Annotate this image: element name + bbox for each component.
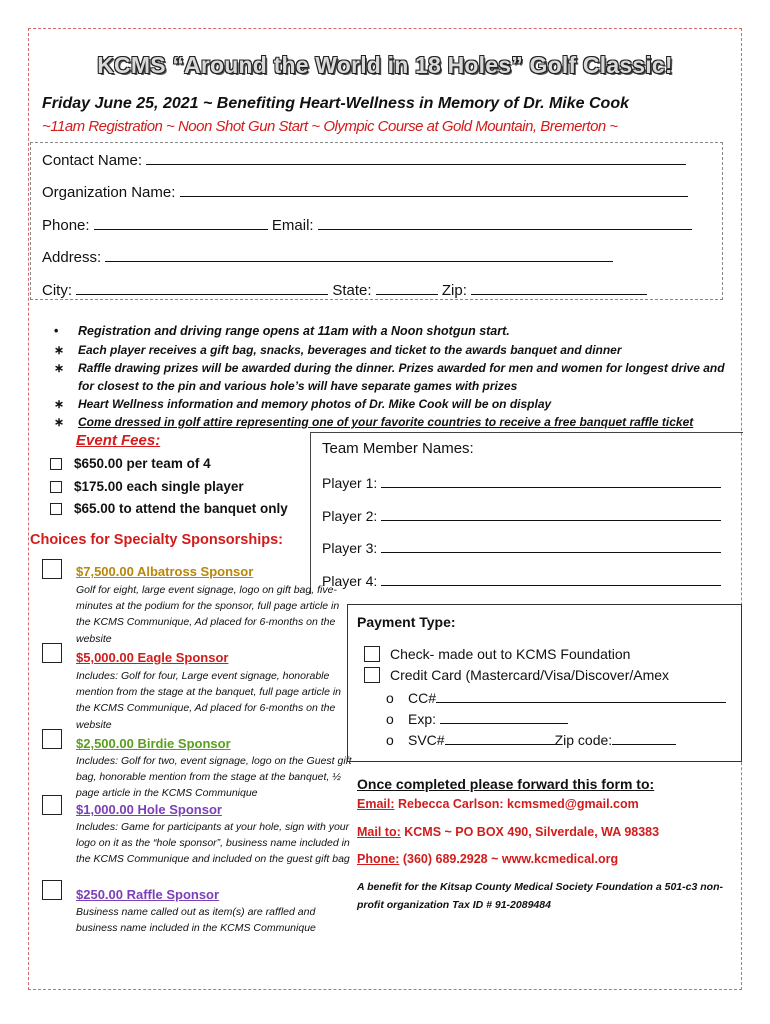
albatross-sponsor-name: $7,500.00 Albatross Sponsor	[76, 564, 254, 579]
address-row	[42, 247, 613, 266]
email-field[interactable]	[318, 215, 692, 230]
list-item: ∗ Each player receives a gift bag, snacks, beverages and ticket to the awards banquet and dinner	[54, 343, 622, 357]
cc-number-field[interactable]	[436, 688, 726, 703]
checkbox[interactable]	[364, 667, 380, 683]
player-3-row: Player 3:	[322, 538, 721, 556]
state-label: State:	[332, 282, 372, 299]
email-link[interactable]: Rebecca Carlson: kcmsmed@gmail.com	[394, 797, 639, 811]
city-label: City:	[42, 282, 72, 299]
foundation-benefit-note: A benefit for the Kitsap County Medical Society Foundation a 501-c3 non-profit organization Tax ID # 91-2089484	[357, 881, 723, 911]
website-link[interactable]: (360) 689.2928 ~ www.kcmedical.org	[399, 852, 619, 866]
eagle-checkbox[interactable]	[42, 643, 62, 663]
phone-field[interactable]	[94, 215, 268, 230]
checkbox[interactable]	[50, 503, 62, 515]
fee-option-banquet[interactable]: $65.00 to attend the banquet only	[50, 501, 288, 516]
player-1-field[interactable]	[381, 473, 721, 488]
payment-type-title: Payment Type:	[357, 614, 456, 630]
hole-sponsor-description: Includes: Game for participants at your hole, sign with your logo on it as the “hole sponsor”, business name included in the KCMS Communique and included on the guest gift bag	[76, 821, 350, 866]
forward-instructions-title: Once completed please forward this form to:	[357, 776, 655, 792]
organization-name-field[interactable]	[180, 182, 688, 197]
phone-email-row	[42, 215, 692, 234]
player-1-row: Player 1:	[322, 473, 721, 491]
contact-name-label: Contact Name:	[42, 152, 143, 169]
exp-row: o Exp:	[386, 709, 568, 727]
checkbox[interactable]	[364, 646, 380, 662]
exp-field[interactable]	[440, 709, 568, 724]
svc-field[interactable]	[445, 730, 555, 745]
fee-option-single[interactable]: $175.00 each single player	[50, 479, 244, 494]
sponsorships-title: Choices for Specialty Sponsorships:	[30, 532, 283, 548]
list-item: ∗ Come dressed in golf attire representing one of your favorite countries to receive a free banquet raffle ticket	[54, 415, 694, 429]
zip-label: Zip:	[441, 282, 467, 299]
forward-phone: Phone: (360) 689.2928 ~ www.kcmedical.org	[357, 852, 619, 866]
eagle-sponsor-name: $5,000.00 Eagle Sponsor	[76, 650, 229, 665]
checkbox[interactable]	[50, 481, 62, 493]
contact-name-field[interactable]	[146, 150, 686, 165]
organization-name-row	[42, 182, 688, 201]
phone-label: Phone:	[42, 217, 90, 234]
list-item: • Registration and driving range opens at 11am with a Noon shotgun start.	[54, 324, 510, 338]
raffle-checkbox[interactable]	[42, 880, 62, 900]
email-label: Email:	[271, 217, 314, 234]
team-members-title: Team Member Names:	[322, 440, 474, 457]
hole-checkbox[interactable]	[42, 795, 62, 815]
forward-email: Email: Rebecca Carlson: kcmsmed@gmail.com	[357, 797, 639, 811]
city-state-zip-row	[42, 280, 647, 299]
card-zip-field[interactable]	[612, 730, 676, 745]
raffle-sponsor-name: $250.00 Raffle Sponsor	[76, 887, 220, 902]
hole-sponsor-name: $1,000.00 Hole Sponsor	[76, 802, 222, 817]
player-4-row: Player 4:	[322, 571, 721, 589]
player-2-field[interactable]	[381, 506, 721, 521]
player-3-field[interactable]	[381, 538, 721, 553]
cc-number-row: o CC#	[386, 688, 726, 706]
birdie-checkbox[interactable]	[42, 729, 62, 749]
raffle-sponsor-description: Business name called out as item(s) are raffled and business name included in the KCMS Communique	[76, 906, 316, 935]
checkbox[interactable]	[50, 458, 62, 470]
birdie-sponsor-name: $2,500.00 Birdie Sponsor	[76, 736, 231, 751]
event-info-list	[50, 322, 730, 431]
event-fees-title: Event Fees:	[76, 432, 161, 449]
player-2-row: Player 2:	[322, 506, 721, 524]
state-field[interactable]	[376, 280, 438, 295]
list-item: ∗ Raffle drawing prizes will be awarded during the dinner. Prizes awarded for men and women for longest drive and for closest to the pin and various hole’s will have separate games with prizes	[54, 361, 725, 393]
payment-check-option[interactable]: Check- made out to KCMS Foundation	[364, 646, 630, 662]
address-label: Address:	[42, 249, 102, 266]
contact-name-row	[42, 150, 686, 169]
address-field[interactable]	[105, 247, 613, 262]
page-title: KCMS “Around the World in 18 Holes” Golf Classic!	[97, 52, 673, 78]
birdie-sponsor-description: Includes: Golf for two, event signage, logo on the Guest gift bag, honorable mention from the stage at the banquet, ½ page article in the KCMS Communique	[76, 755, 352, 800]
forward-mail: Mail to: KCMS ~ PO BOX 490, Silverdale, WA 98383	[357, 825, 660, 839]
organization-name-label: Organization Name:	[42, 184, 176, 201]
fee-option-team[interactable]: $650.00 per team of 4	[50, 456, 211, 471]
svc-zip-row: o SVC# Zip code:	[386, 730, 676, 748]
albatross-sponsor-description: Golf for eight, large event signage, logo on gift bag, five-minutes at the podium for the sponsor, full page article in the KCMS Communique, Ad placed for 6-months on the website	[76, 584, 340, 645]
zip-field[interactable]	[471, 280, 647, 295]
city-field[interactable]	[76, 280, 328, 295]
list-item: ∗ Heart Wellness information and memory photos of Dr. Mike Cook will be on display	[54, 397, 552, 411]
albatross-checkbox[interactable]	[42, 559, 62, 579]
event-schedule-line: ~11am Registration ~ Noon Shot Gun Start ~ Olympic Course at Gold Mountain, Bremerton ~	[42, 118, 618, 135]
eagle-sponsor-description: Includes: Golf for four, Large event signage, honorable mention from the stage at the banquet, full page article in the KCMS Communique, Ad placed for 6-months on the website	[76, 670, 341, 731]
payment-credit-option[interactable]: Credit Card (Mastercard/Visa/Discover/Amex	[364, 667, 669, 683]
event-date-subtitle: Friday June 25, 2021 ~ Benefiting Heart-Wellness in Memory of Dr. Mike Cook	[42, 95, 629, 112]
player-4-field[interactable]	[381, 571, 721, 586]
